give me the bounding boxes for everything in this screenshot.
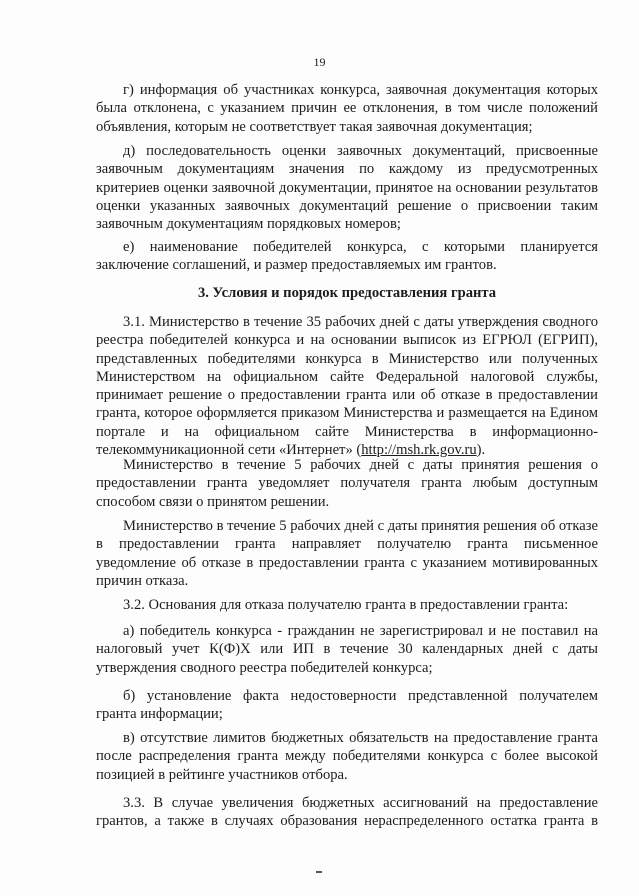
paragraph-3-2-b: б) установление факта недостоверности представленной получателем гранта информации; bbox=[96, 688, 598, 723]
paragraph-notify-refusal: Министерство в течение 5 рабочих дней с даты принятия решения об отказе в предоставлении гранта направляет получателю гранта письменное уведомление об отказе в предоставлении гранта с указанием мотивированных причин отказа. bbox=[96, 518, 598, 589]
page-number: 19 bbox=[313, 55, 326, 69]
paragraph-3-2-a: а) победитель конкурса - гражданин не зарегистрировал и не поставил на налоговый учет К(Ф)Х или ИП в течение 30 календарных дней с даты утверждения сводного реестра победителей конкурса; bbox=[96, 623, 598, 676]
paragraph-3-2: 3.2. Основания для отказа получателю гранта в предоставлении гранта: bbox=[123, 597, 569, 613]
paragraph-item-d: д) последовательность оценки заявочных документаций, присвоенные заявочным документациям значения по каждому из предусмотренных критериев оценки заявочной документации, принятое на основании результатов оценки указанных заявочных документаций решение о присвоении таким заявочным документациям порядковых номеров; bbox=[96, 143, 598, 233]
page-footer-mark bbox=[316, 871, 322, 873]
paragraph-notify-grant: Министерство в течение 5 рабочих дней с даты принятия решения о предоставлении гранта уведомляет получателя гранта любым доступным способом связи о принятом решении. bbox=[96, 457, 598, 510]
paragraph-3-1 bbox=[96, 313, 598, 459]
ministry-website-link[interactable]: http://msh.rk.gov.ru bbox=[361, 442, 477, 459]
paragraph-3-3: 3.3. В случае увеличения бюджетных ассигнований на предоставление грантов, а также в случаях образования нераспределенного остатка гранта в bbox=[96, 795, 598, 830]
section-heading: 3. Условия и порядок предоставления гранта bbox=[197, 285, 497, 301]
paragraph-3-1-end: ). bbox=[476, 442, 486, 459]
paragraph-3-1-text: 3.1. Министерство в течение 35 рабочих дней с даты утверждения сводного реестра победителей конкурса и на основании выписок из ЕГРЮЛ (ЕГРИП), представленных победителями конкурса в Министерство или полученных Министерством на официальном сайте Федеральной налоговой службы, принимает решение о предоставлении гранта или об отказе в предоставлении гранта, которое оформляется приказом Министерства и размещается на Едином портале и на официальном сайте Министерства в информационно-телекоммуникационной сети «Интернет» ( bbox=[96, 314, 598, 459]
paragraph-item-g: г) информация об участниках конкурса, заявочная документация которых была отклонена, с указанием причин ее отклонения, в том числе положений объявления, которым не соответствует такая заявочная документация; bbox=[96, 82, 598, 135]
paragraph-3-2-v: в) отсутствие лимитов бюджетных обязательств на предоставление гранта после распределения гранта между победителями конкурса с более высокой позицией в рейтинге участников отбора. bbox=[96, 730, 598, 783]
paragraph-item-e: е) наименование победителей конкурса, с которыми планируется заключение соглашений, и размер предоставляемых им грантов. bbox=[96, 239, 598, 274]
